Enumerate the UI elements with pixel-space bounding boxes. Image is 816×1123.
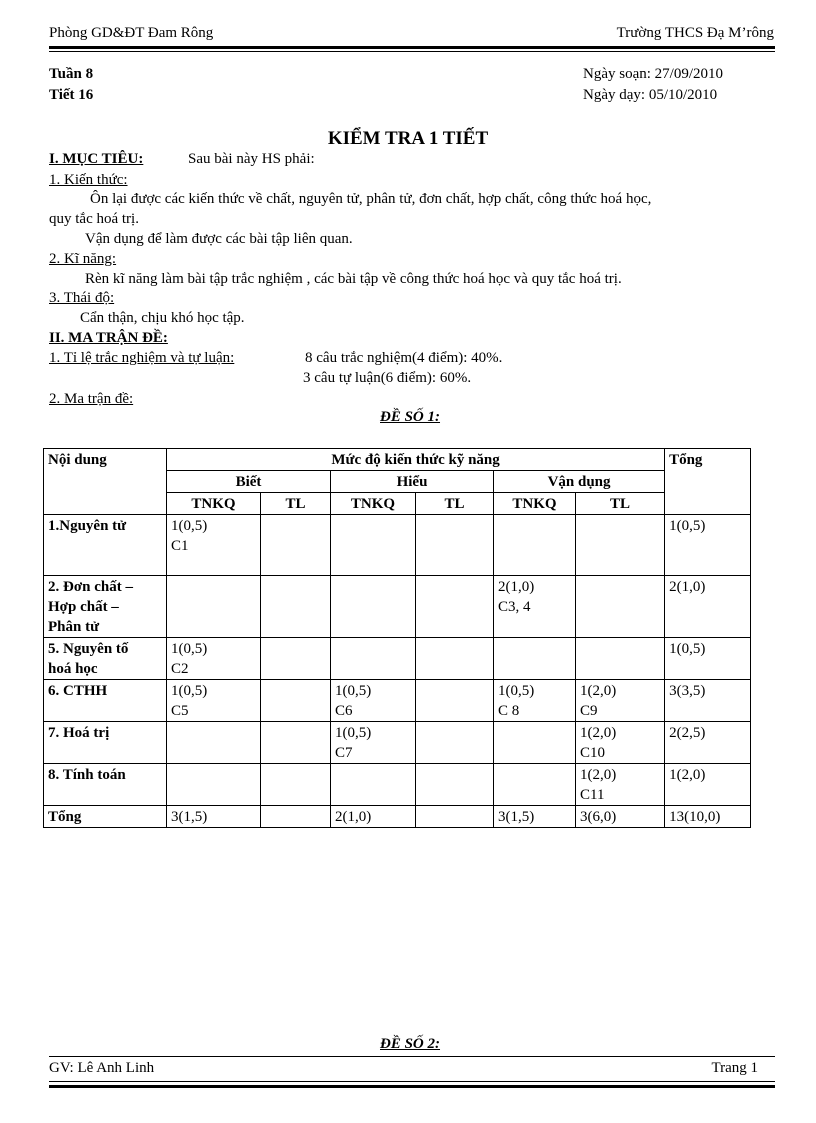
matrix-cell <box>261 638 331 680</box>
table-row <box>44 722 751 764</box>
table-row <box>44 680 751 722</box>
cell-line: 5. Nguyên tố <box>48 641 129 657</box>
matrix-cell <box>494 576 576 638</box>
attitude-heading: 3. Thái độ: <box>49 290 115 306</box>
footer-teacher: GV: Lê Anh Linh <box>49 1060 155 1076</box>
matrix-cell <box>331 764 416 806</box>
matrix-cell <box>416 515 494 576</box>
section1-heading: I. MỤC TIÊU: <box>49 151 144 167</box>
row-total <box>665 576 751 638</box>
col-level-header: Mức độ kiến thức kỹ năng <box>167 449 665 471</box>
ratio-label: 1. Tỉ lệ trắc nghiệm và tự luận: <box>49 350 235 366</box>
cell-line: Phân tử <box>48 619 100 635</box>
row-total <box>665 638 751 680</box>
cell-line: 2(1,0) <box>669 579 706 595</box>
cell-line: hoá học <box>48 661 98 677</box>
sub-tl: TL <box>576 493 665 515</box>
row-topic <box>44 515 167 576</box>
cell-line: C9 <box>580 703 598 719</box>
matrix-cell <box>576 638 665 680</box>
matrix-cell <box>576 515 665 576</box>
footer-rule-thick <box>49 1085 775 1088</box>
row-topic <box>44 806 167 828</box>
row-topic <box>44 680 167 722</box>
cell-line: C 8 <box>498 703 520 719</box>
matrix-cell <box>494 680 576 722</box>
matrix-cell <box>416 680 494 722</box>
matrix-label: 2. Ma trận đề: <box>49 391 134 407</box>
matrix-cell <box>167 515 261 576</box>
matrix-cell <box>576 680 665 722</box>
sub-tl: TL <box>261 493 331 515</box>
row-topic <box>44 764 167 806</box>
table-row <box>44 764 751 806</box>
knowledge-heading: 1. Kiến thức: <box>49 172 128 188</box>
matrix-cell <box>331 806 416 828</box>
matrix-cell <box>331 722 416 764</box>
sub-tnkq: TNKQ <box>167 493 261 515</box>
skills-text: Rèn kĩ năng làm bài tập trắc nghiệm , các bài tập về công thức hoá học và quy tắc hoá trị. <box>85 271 622 287</box>
matrix-table <box>43 448 751 828</box>
matrix-cell <box>416 638 494 680</box>
col-total-header: Tổng <box>665 449 751 515</box>
attitude-text: Cẩn thận, chịu khó học tập. <box>80 310 245 326</box>
matrix-cell <box>494 764 576 806</box>
knowledge-line1: Ôn lại được các kiến thức về chất, nguyên tử, phân tử, đơn chất, hợp chất, công thức hoá học, <box>90 191 652 207</box>
matrix-cell <box>331 515 416 576</box>
cell-line: 3(1,5) <box>498 809 535 825</box>
matrix-cell <box>416 806 494 828</box>
matrix-cell <box>576 576 665 638</box>
matrix-cell <box>494 806 576 828</box>
page-title: KIỂM TRA 1 TIẾT <box>327 128 489 149</box>
cell-line: 1(0,5) <box>669 518 706 534</box>
knowledge-line2: quy tắc hoá trị. <box>49 211 139 227</box>
sub-tl: TL <box>416 493 494 515</box>
ratio-mc: 8 câu trắc nghiệm(4 điểm): 40%. <box>305 350 503 366</box>
cell-line: 6. CTHH <box>48 683 108 699</box>
cell-line: C11 <box>580 787 605 803</box>
matrix-cell <box>167 764 261 806</box>
row-topic <box>44 576 167 638</box>
header-right: Trường THCS Đạ M’rông <box>616 25 774 41</box>
cell-line: 1(0,5) <box>669 641 706 657</box>
row-total <box>665 806 751 828</box>
matrix-cell <box>416 764 494 806</box>
cell-line: 1(2,0) <box>580 683 617 699</box>
matrix-cell <box>494 722 576 764</box>
matrix-cell <box>261 722 331 764</box>
cell-line: 1(2,0) <box>580 767 617 783</box>
cell-line: 1(0,5) <box>171 641 208 657</box>
footer-rule-thin <box>49 1081 775 1082</box>
ratio-essay: 3 câu tự luận(6 điểm): 60%. <box>303 370 472 386</box>
level-apply: Vận dụng <box>494 471 665 493</box>
cell-line: C2 <box>171 661 189 677</box>
header-left: Phòng GD&ĐT Đam Rông <box>49 25 214 41</box>
cell-line: C1 <box>171 538 189 554</box>
cell-line: C10 <box>580 745 606 761</box>
cell-line: 1(0,5) <box>335 725 372 741</box>
row-total <box>665 515 751 576</box>
matrix-cell <box>261 680 331 722</box>
matrix-cell <box>494 638 576 680</box>
matrix-cell <box>576 722 665 764</box>
sub-tnkq: TNKQ <box>331 493 416 515</box>
table-row <box>44 576 751 638</box>
cell-line: 13(10,0) <box>669 809 721 825</box>
cell-line: Tổng <box>48 809 82 825</box>
matrix-cell <box>416 722 494 764</box>
matrix-cell <box>167 680 261 722</box>
matrix-cell <box>261 515 331 576</box>
cell-line: 8. Tính toán <box>48 767 126 783</box>
footer-page: Trang 1 <box>711 1060 758 1076</box>
matrix-body <box>44 515 751 828</box>
cell-line: 3(1,5) <box>171 809 208 825</box>
matrix-cell <box>167 638 261 680</box>
section1-intro: Sau bài này HS phải: <box>188 151 315 167</box>
cell-line: 1(0,5) <box>335 683 372 699</box>
table-row <box>44 515 751 576</box>
level-understand: Hiểu <box>331 471 494 493</box>
skills-heading: 2. Kĩ năng: <box>49 251 117 267</box>
date-taught: Ngày dạy: 05/10/2010 <box>583 87 718 103</box>
cell-line: 7. Hoá trị <box>48 725 110 741</box>
cell-line: C7 <box>335 745 353 761</box>
sub-tnkq: TNKQ <box>494 493 576 515</box>
row-total <box>665 764 751 806</box>
cell-line: 1(0,5) <box>498 683 535 699</box>
matrix-cell <box>494 515 576 576</box>
matrix-cell <box>167 722 261 764</box>
matrix-cell <box>331 638 416 680</box>
matrix-cell <box>331 576 416 638</box>
matrix-cell <box>576 806 665 828</box>
cell-line: C5 <box>171 703 189 719</box>
matrix-cell <box>167 806 261 828</box>
cell-line: 1(2,0) <box>580 725 617 741</box>
knowledge-line3: Vận dụng để làm được các bài tập liên quan. <box>85 231 353 247</box>
exam2-title: ĐỀ SỐ 2: <box>380 1036 441 1052</box>
cell-line: C3, 4 <box>498 599 531 615</box>
cell-line: 1(0,5) <box>171 683 208 699</box>
cell-line: C6 <box>335 703 353 719</box>
footer-rule-top <box>49 1056 775 1057</box>
cell-line: 3(6,0) <box>580 809 617 825</box>
level-know: Biết <box>167 471 331 493</box>
cell-line: 2(1,0) <box>498 579 535 595</box>
header-rule-thin <box>49 51 775 52</box>
cell-line: 2. Đơn chất – <box>48 579 133 595</box>
matrix-cell <box>416 576 494 638</box>
header-rule-thick <box>49 46 775 49</box>
cell-line: 2(2,5) <box>669 725 706 741</box>
row-topic <box>44 638 167 680</box>
row-total <box>665 680 751 722</box>
col-content-header: Nội dung <box>44 449 167 515</box>
date-prepared: Ngày soạn: 27/09/2010 <box>583 66 723 82</box>
cell-line: 3(3,5) <box>669 683 706 699</box>
section2-heading: II. MA TRẬN ĐỀ: <box>49 330 168 346</box>
matrix-cell <box>261 806 331 828</box>
cell-line: 1.Nguyên tử <box>48 518 127 534</box>
cell-line: 1(2,0) <box>669 767 706 783</box>
cell-line: Hợp chất – <box>48 599 119 615</box>
table-row <box>44 638 751 680</box>
week: Tuần 8 <box>49 66 94 82</box>
matrix-cell <box>261 764 331 806</box>
matrix-cell <box>576 764 665 806</box>
row-total <box>665 722 751 764</box>
matrix-cell <box>261 576 331 638</box>
period: Tiết 16 <box>49 87 94 103</box>
cell-line: 1(0,5) <box>171 518 208 534</box>
matrix-cell <box>331 680 416 722</box>
matrix-cell <box>167 576 261 638</box>
table-row <box>44 806 751 828</box>
cell-line: 2(1,0) <box>335 809 372 825</box>
exam1-title: ĐỀ SỐ 1: <box>380 409 441 425</box>
row-topic <box>44 722 167 764</box>
